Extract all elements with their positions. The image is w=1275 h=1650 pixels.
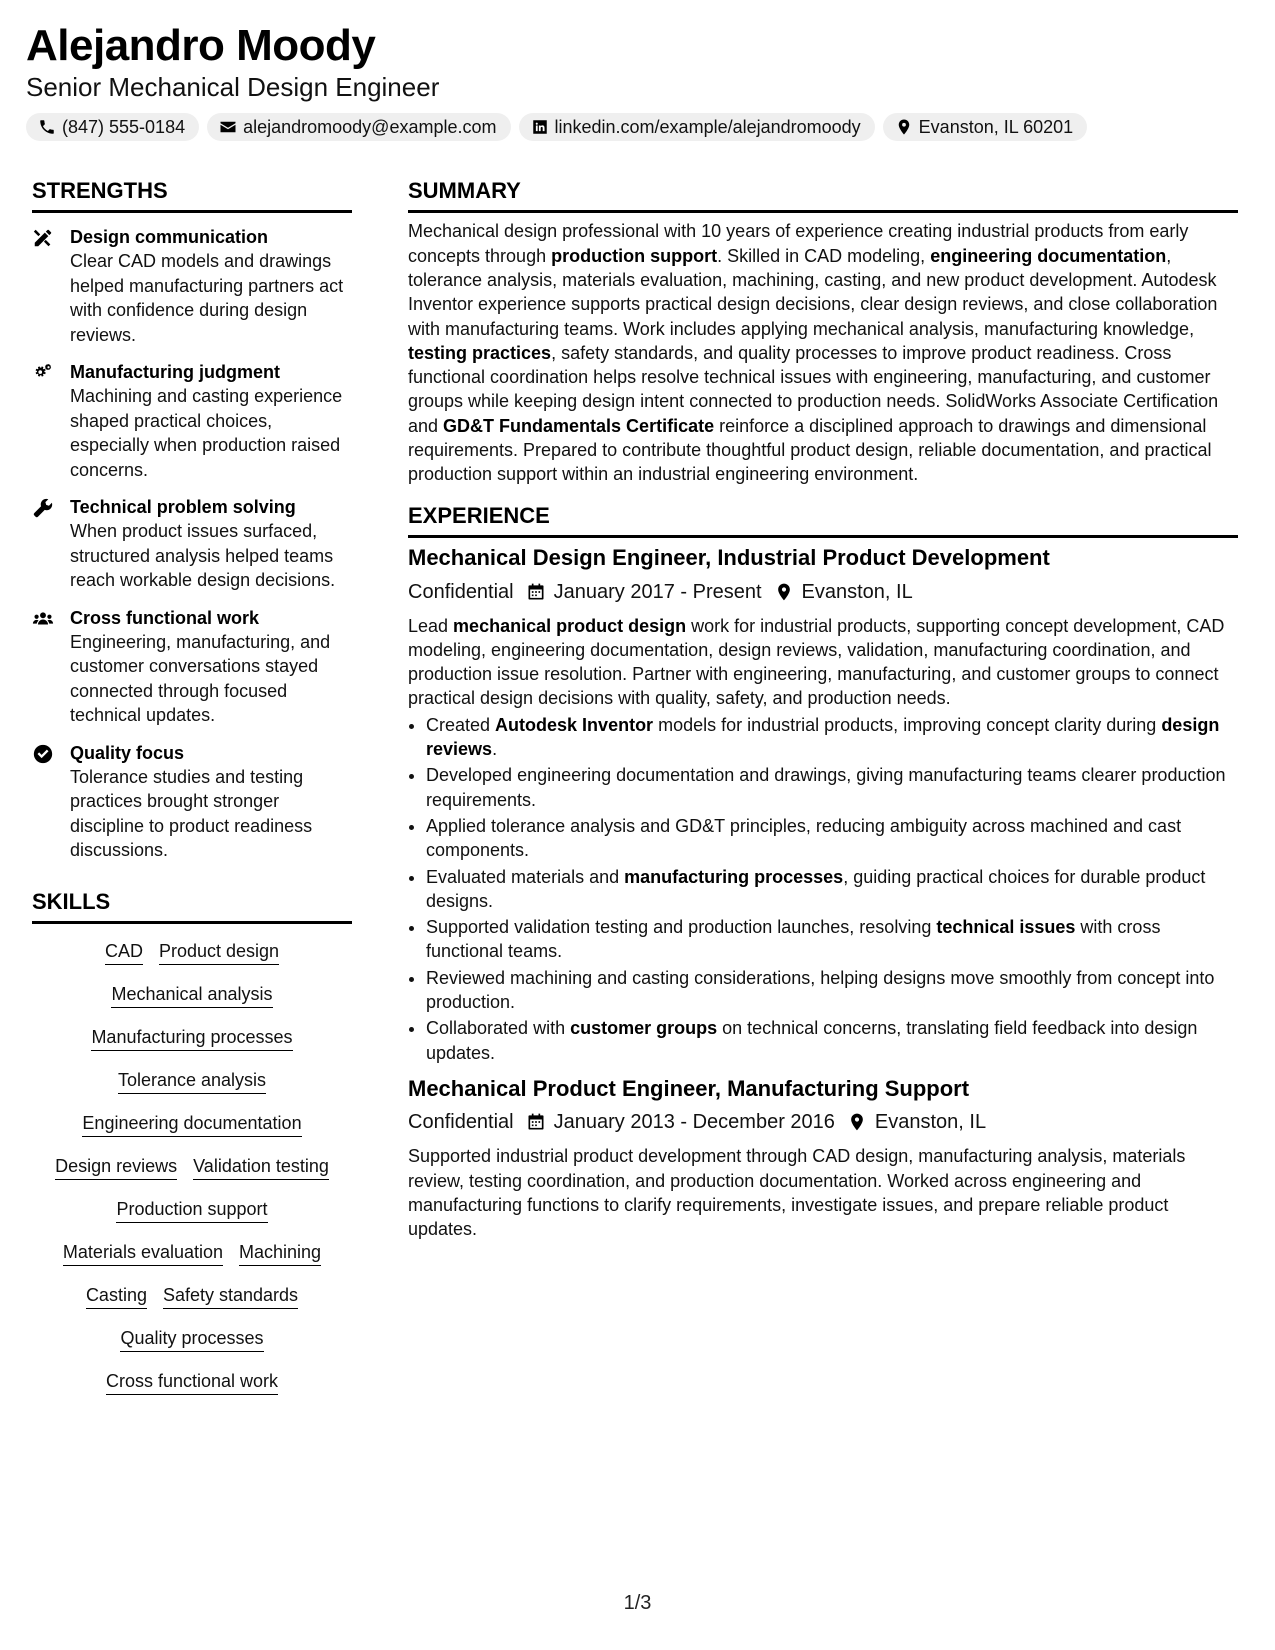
skill-tag: Cross functional work bbox=[106, 1370, 278, 1395]
strength-title: Manufacturing judgment bbox=[70, 362, 280, 383]
strength-item bbox=[32, 606, 352, 728]
text-run: Collaborated with bbox=[426, 1018, 571, 1039]
text-run: work for industrial products, supporting concept development, CAD modeling, engineering documentation, design reviews, validation, manufacturing coordination, and production issue resolution. Partner with engineering, manufacturing, and customer groups to connect practical design decisions with quality, safety, and production needs. bbox=[408, 615, 1225, 709]
bullet-item bbox=[426, 814, 1238, 863]
contact-location bbox=[883, 113, 1087, 141]
skill-tag: Product design bbox=[159, 940, 279, 965]
job-entry bbox=[408, 1075, 1238, 1242]
text-run: Evaluated materials and bbox=[426, 866, 625, 887]
contact-location-text: Evanston, IL 60201 bbox=[918, 117, 1074, 137]
skill-row bbox=[32, 940, 352, 965]
location-pin-icon bbox=[847, 1112, 867, 1132]
text-run: Supported industrial product development through CAD design, manufacturing analysis, materials review, testing coordination, and production documentation. Worked across engineering and manufacturing functions to clarify requirements, investigate issues, and prepare reliable product updates. bbox=[408, 1146, 1186, 1240]
skill-tag: Quality processes bbox=[120, 1327, 263, 1352]
job-meta bbox=[408, 578, 1238, 606]
text-run: reinforce a disciplined approach to drawings and dimensional requirements. Prepared to contribute thoughtful product design, reliable documentation, and practical production support within an industrial engineering environment. bbox=[408, 415, 1212, 485]
check-circle-icon bbox=[32, 743, 54, 765]
job-title: Mechanical Design Engineer, Industrial Product Development bbox=[408, 545, 1050, 571]
calendar-icon bbox=[526, 1112, 546, 1132]
bold-phrase: mechanical product design bbox=[453, 615, 687, 636]
job-location: Evanston, IL bbox=[801, 580, 913, 603]
skill-row bbox=[32, 1370, 352, 1395]
text-run: models for industrial products, improving concept clarity during bbox=[653, 714, 1162, 735]
skill-row bbox=[32, 1069, 352, 1094]
skill-tag: Machining bbox=[239, 1241, 321, 1266]
calendar-icon bbox=[526, 582, 546, 602]
gears-icon bbox=[32, 362, 54, 384]
left-column bbox=[32, 178, 352, 1413]
skill-row bbox=[32, 983, 352, 1008]
skill-row bbox=[32, 1284, 352, 1309]
job-entry bbox=[408, 544, 1238, 1065]
text-run: Applied tolerance analysis and GD&T principles, reducing ambiguity across machined and cast components. bbox=[426, 815, 1182, 861]
candidate-title: Senior Mechanical Design Engineer bbox=[26, 72, 440, 102]
skill-tag: Materials evaluation bbox=[63, 1241, 223, 1266]
skill-row bbox=[32, 1026, 352, 1051]
envelope-icon bbox=[219, 118, 237, 136]
strengths-heading: STRENGTHS bbox=[32, 178, 352, 213]
skill-tag: Engineering documentation bbox=[82, 1112, 301, 1137]
job-title: Mechanical Product Engineer, Manufacturing Support bbox=[408, 1075, 970, 1101]
skill-tag: Production support bbox=[116, 1198, 267, 1223]
summary-heading: SUMMARY bbox=[408, 178, 1238, 213]
text-run: , guiding practical choices for durable product designs. bbox=[426, 866, 1206, 911]
contact-linkedin-text: linkedin.com/example/alejandromoody bbox=[554, 117, 861, 137]
skill-row bbox=[32, 1198, 352, 1223]
text-run: Supported validation testing and production launches, resolving bbox=[426, 917, 937, 938]
strength-item bbox=[32, 225, 352, 347]
bullet-item bbox=[426, 713, 1238, 762]
skill-row bbox=[32, 1327, 352, 1352]
strength-desc: Machining and casting experience shaped practical choices, especially when production raised concerns. bbox=[70, 386, 343, 480]
bullet-item bbox=[426, 763, 1238, 812]
contact-email[interactable] bbox=[207, 113, 510, 141]
skill-row bbox=[32, 1241, 352, 1266]
contact-phone-text: (847) 555-0184 bbox=[62, 117, 186, 137]
wrench-icon bbox=[32, 497, 54, 519]
summary-text bbox=[408, 219, 1238, 486]
strength-title: Design communication bbox=[70, 227, 269, 248]
bold-phrase: GD&T Fundamentals Certificate bbox=[443, 415, 715, 436]
location-pin-icon bbox=[774, 582, 794, 602]
bold-phrase: customer groups bbox=[570, 1018, 718, 1039]
page-number: 1/3 bbox=[623, 1592, 652, 1614]
job-meta bbox=[408, 1108, 1238, 1136]
skill-row bbox=[32, 1155, 352, 1180]
skills-section bbox=[32, 889, 352, 1395]
bullet-item bbox=[426, 966, 1238, 1015]
bold-phrase: Autodesk Inventor bbox=[495, 714, 654, 735]
text-run: , safety standards, and quality processes to improve product readiness. Cross functional coordination helps resolve technical issues with engineering, manufacturing, and customer groups while keeping design intent connected to production needs. SolidWorks Associate Certification and bbox=[408, 342, 1219, 436]
text-run: Lead bbox=[408, 615, 454, 636]
strength-desc: Clear CAD models and drawings helped manufacturing partners act with confidence during design reviews. bbox=[70, 251, 344, 345]
text-run: Mechanical design professional with 10 years of experience creating industrial products from early concepts through bbox=[408, 221, 1189, 266]
bold-phrase: engineering documentation bbox=[930, 245, 1167, 266]
text-run: Developed engineering documentation and drawings, giving manufacturing teams clearer production requirements. bbox=[426, 765, 1226, 810]
text-run: , tolerance analysis, materials evaluation, machining, casting, and new product development. Autodesk Inventor experience supports practical design decisions, clear design reviews, and close collaboration with manufacturing teams. Work includes applying mechanical analysis, manufacturing knowledge, bbox=[408, 245, 1218, 339]
bold-phrase: design reviews bbox=[426, 714, 1220, 760]
skill-tag: CAD bbox=[105, 940, 143, 965]
job-location: Evanston, IL bbox=[874, 1111, 987, 1134]
skill-tag: Tolerance analysis bbox=[118, 1069, 266, 1094]
text-run: Created bbox=[426, 714, 496, 735]
strength-desc: When product issues surfaced, structured analysis helped teams reach workable design decisions. bbox=[70, 521, 336, 591]
skills-list bbox=[32, 940, 352, 1395]
bullet-item bbox=[426, 865, 1238, 914]
strength-title: Technical problem solving bbox=[70, 497, 296, 518]
strength-item bbox=[32, 360, 352, 482]
text-run: on technical concerns, translating field feedback into design updates. bbox=[426, 1018, 1198, 1063]
skill-row bbox=[32, 1112, 352, 1137]
skill-tag: Validation testing bbox=[193, 1155, 329, 1180]
strength-item bbox=[32, 741, 352, 863]
strength-item bbox=[32, 495, 352, 593]
contact-email-text: alejandromoody@example.com bbox=[243, 117, 497, 137]
text-run: . Skilled in CAD modeling, bbox=[717, 245, 931, 266]
users-icon bbox=[32, 608, 54, 630]
text-run: Reviewed machining and casting considerations, helping designs move smoothly from concept into production. bbox=[426, 967, 1215, 1012]
design-tools-icon bbox=[32, 227, 54, 249]
bold-phrase: testing practices bbox=[408, 342, 552, 363]
bold-phrase: technical issues bbox=[936, 917, 1076, 938]
text-run: . bbox=[492, 739, 498, 760]
job-bullets bbox=[408, 713, 1238, 1065]
skills-heading: SKILLS bbox=[32, 889, 352, 924]
job-description bbox=[408, 614, 1238, 711]
job-company: Confidential bbox=[408, 1111, 514, 1134]
skill-tag: Safety standards bbox=[163, 1284, 298, 1309]
strength-title: Cross functional work bbox=[70, 607, 260, 628]
strength-title: Quality focus bbox=[70, 742, 185, 763]
bold-phrase: production support bbox=[551, 245, 718, 266]
strength-desc: Tolerance studies and testing practices brought stronger discipline to product readiness discussions. bbox=[70, 766, 313, 861]
skill-tag: Manufacturing processes bbox=[91, 1026, 292, 1051]
text-run: with cross functional teams. bbox=[426, 917, 1161, 962]
contact-bar bbox=[26, 113, 1087, 141]
contact-phone[interactable] bbox=[26, 113, 199, 141]
job-company: Confidential bbox=[408, 580, 514, 603]
strength-desc: Engineering, manufacturing, and customer conversations stayed connected through focused technical updates. bbox=[70, 631, 331, 726]
job-description bbox=[408, 1144, 1238, 1241]
bold-phrase: manufacturing processes bbox=[624, 866, 844, 887]
bullet-item bbox=[426, 915, 1238, 964]
experience-list bbox=[408, 544, 1238, 1242]
skill-tag: Casting bbox=[86, 1284, 147, 1309]
bullet-item bbox=[426, 1016, 1238, 1065]
location-pin-icon bbox=[895, 118, 913, 136]
right-column bbox=[408, 178, 1238, 1242]
phone-icon bbox=[38, 118, 56, 136]
job-dates: January 2013 - December 2016 bbox=[553, 1111, 835, 1134]
linkedin-icon bbox=[531, 118, 549, 136]
candidate-name: Alejandro Moody bbox=[26, 21, 376, 70]
job-dates: January 2017 - Present bbox=[553, 580, 762, 603]
skill-tag: Mechanical analysis bbox=[111, 983, 272, 1008]
contact-linkedin[interactable] bbox=[519, 113, 875, 141]
skill-tag: Design reviews bbox=[55, 1155, 177, 1180]
experience-heading: EXPERIENCE bbox=[408, 503, 1238, 538]
